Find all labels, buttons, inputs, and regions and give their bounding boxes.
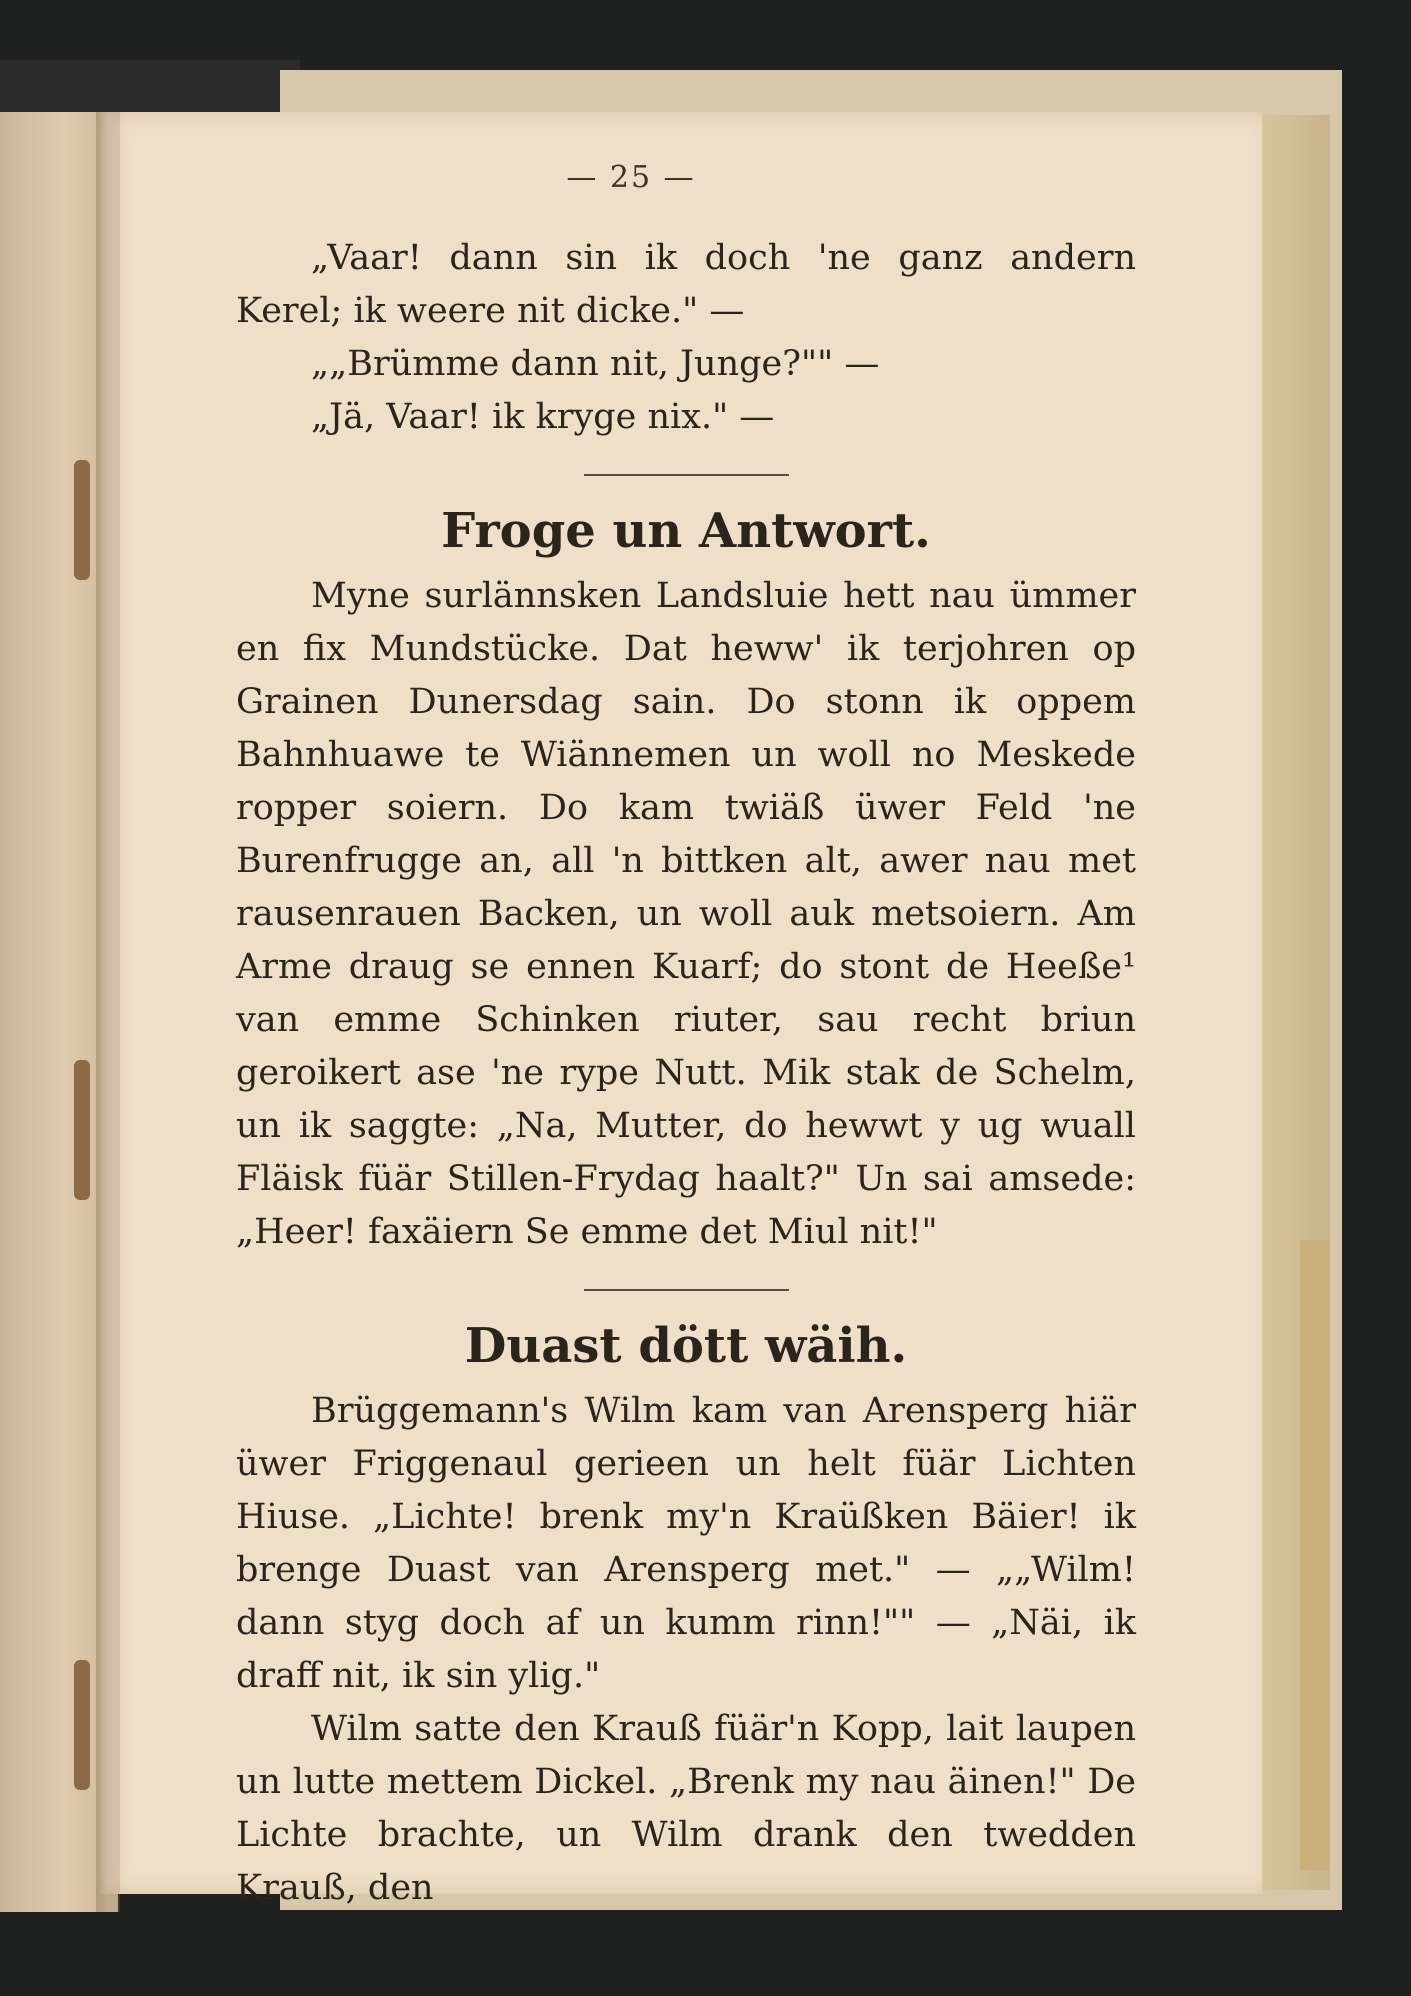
- binding-stitch: [74, 1660, 90, 1790]
- binding-stitch: [74, 1060, 90, 1200]
- book-cover-edge: [0, 60, 300, 116]
- section-divider: [584, 1289, 789, 1291]
- book-gutter: [96, 112, 120, 1912]
- page-text: [236, 232, 1136, 1915]
- dialogue-line: „„Brümme dann nit, Junge?"" —: [311, 344, 880, 384]
- paragraph: Wilm satte den Krauß füär'n Kopp, lait laupen un lutte mettem Dickel. „Brenk my nau äinen!" De Lichte brachte, un Wilm drank den twedden Krauß, den: [236, 1709, 1136, 1908]
- paragraph: Myne surlännsken Landsluie hett nau ümmer en fix Mundstücke. Dat heww' ik terjohren op Grainen Dunersdag sain. Do stonn ik oppem Bahnhuawe te Wiännemen un woll no Meskede ropper soiern. Do kam twiäß üwer Feld 'ne Burenfrugge an, all 'n bittken alt, awer nau met rausenrauen Backen, un woll auk metsoiern. Am Arme draug se ennen Kuarf; do stont de Heeße¹ van emme Schinken riuter, sau recht briun geroikert ase 'ne rype Nutt. Mik stak de Schelm, un ik saggte: „Na, Mutter, do hewwt y ug wuall Fläisk füär Stillen-Frydag haalt?" Un sai amsede: „Heer! faxäiern Se emme det Miul nit!": [236, 576, 1136, 1252]
- section-divider: [584, 474, 789, 476]
- section-title: Froge un Antwort.: [441, 503, 931, 559]
- page-stack-edge-lower: [1300, 1240, 1330, 1870]
- section-title: Duast dött wäih.: [464, 1318, 908, 1374]
- binding-stitch: [74, 460, 90, 580]
- dialogue-line: „Vaar! dann sin ik doch 'ne ganz andern Kerel; ik weere nit dicke." —: [236, 238, 1136, 331]
- dialogue-line: „Jä, Vaar! ik kryge nix." —: [311, 397, 775, 437]
- paragraph: Brüggemann's Wilm kam van Arensperg hiär üwer Friggenaul gerieen un helt füär Lichten Hiuse. „Lichte! brenk my'n Kraüßken Bäier! ik brenge Duast van Arensperg met." — „„Wilm! dann styg doch af un kumm rinn!"" — „Näi, ik draff nit, ik sin ylig.": [236, 1391, 1136, 1696]
- page-number: — 25 —: [566, 160, 696, 195]
